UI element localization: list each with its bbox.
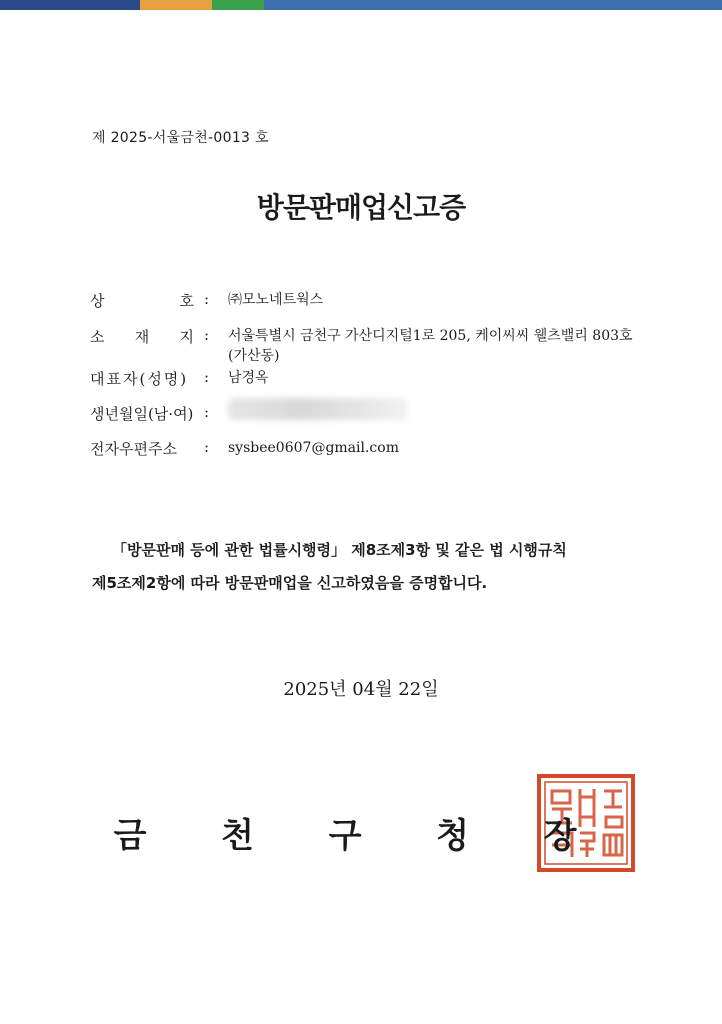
- field-value: ㈜모노네트웍스: [228, 292, 324, 308]
- issue-date: 2025년 04월 22일: [283, 679, 439, 700]
- field-value: sysbee0607@gmail.com: [228, 440, 399, 456]
- header-color-bar: [0, 0, 722, 10]
- redacted-birthdate: [228, 398, 408, 420]
- field-label: 생년월일(남·여): [90, 405, 194, 423]
- issuer-title: [100, 808, 590, 857]
- color-segment: [212, 0, 264, 10]
- color-segment: [0, 0, 140, 10]
- certification-statement: [92, 534, 652, 600]
- issuer-char: 천: [221, 816, 254, 856]
- color-segment: [264, 0, 722, 10]
- field-label: 상 호: [90, 292, 194, 310]
- field-value: 남경옥: [228, 370, 269, 386]
- certification-line: 제5조제2항에 따라 방문판매업을 신고하였음을 증명합니다.: [92, 574, 488, 592]
- issuer-char: 장: [543, 816, 577, 856]
- issuer-char: 구: [328, 816, 362, 856]
- field-label: 대표자(성명): [90, 370, 189, 388]
- field-value: 서울특별시 금천구 가산디지털1로 205, 케이씨씨 웰츠밸리 803호 (가산동): [228, 328, 633, 364]
- certification-line: 「방문판매 등에 관한 법률시행령」 제8조제3항 및 같은 법 시행규칙: [112, 541, 567, 559]
- issuer-char: 금: [113, 816, 147, 856]
- field-label: 전자우편주소: [90, 440, 177, 458]
- certificate-number: 제 2025-서울금천-0013 호: [92, 130, 269, 146]
- color-segment: [140, 0, 212, 10]
- field-label: 소 재 지: [90, 328, 194, 346]
- document-title: 방문판매업신고증: [256, 191, 466, 224]
- issuer-char: 청: [436, 816, 469, 856]
